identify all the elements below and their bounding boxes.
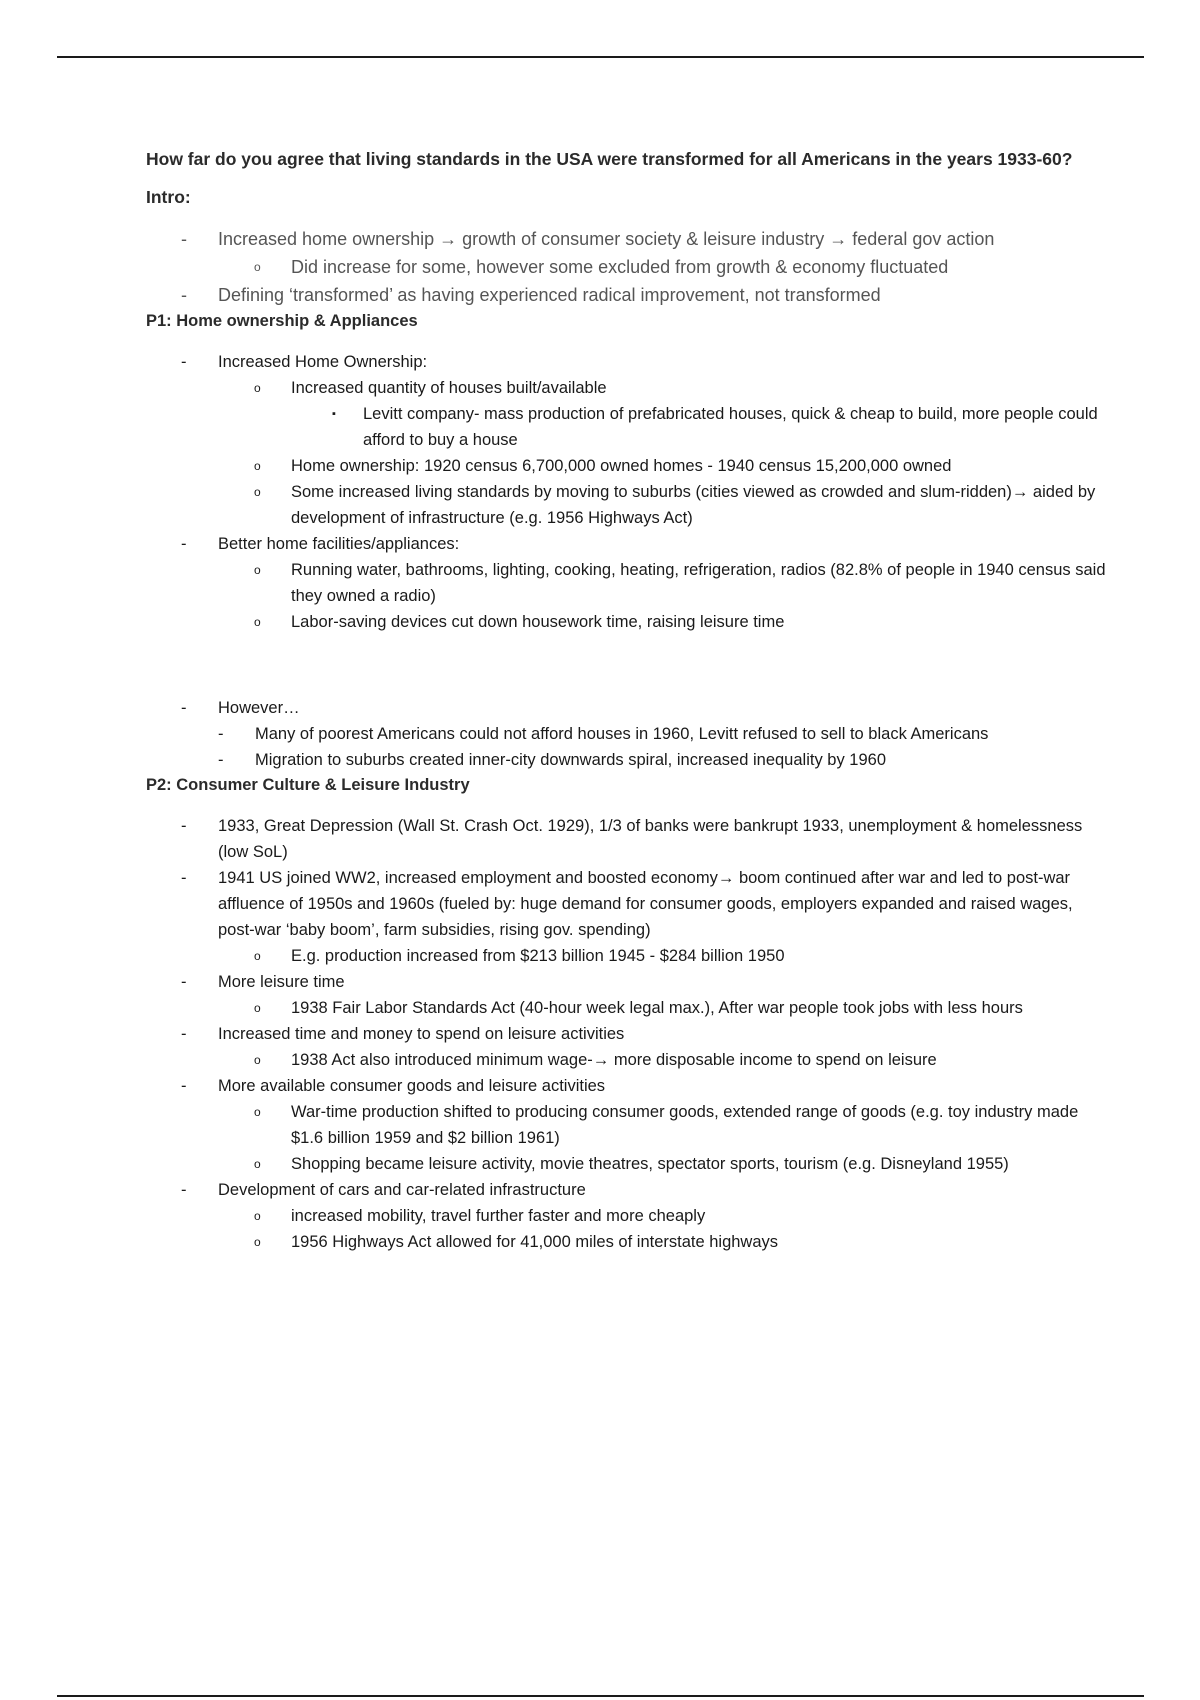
bullet-marker: o (254, 1053, 261, 1067)
list-item (146, 1073, 1106, 1099)
bullet-marker: - (181, 535, 187, 553)
bullet-marker: - (181, 1181, 187, 1199)
list-item-text: Levitt company- mass production of prefabricated houses, quick & cheap to build, more people could afford to buy a house (363, 405, 1098, 449)
p2-list (146, 813, 1106, 1255)
bullet-marker: o (254, 1105, 261, 1119)
list-item (146, 609, 1106, 635)
list-item (146, 813, 1106, 865)
list-item-text: More leisure time (218, 973, 345, 991)
list-item (146, 1047, 1106, 1073)
list-item (146, 865, 1106, 943)
list-item-text: War-time production shifted to producing consumer goods, extended range of goods (e.g. toy industry made $1.6 billion 1959 and $2 billion 1961) (291, 1103, 1079, 1147)
list-item-text: More available consumer goods and leisure activities (218, 1077, 606, 1095)
bullet-marker: ▪ (332, 408, 336, 420)
list-item-text: Development of cars and car-related infrastructure (218, 1181, 586, 1199)
bullet-marker: o (254, 260, 261, 274)
list-item-text: Some increased living standards by moving to suburbs (cities viewed as crowded and slum-ridden)→ aided by development of infrastructure (e.g. 1956 Highways Act) (291, 483, 1096, 527)
list-item-text: 1941 US joined WW2, increased employment and boosted economy→ boom continued after war and led to post-war affluence of 1950s and 1960s (fueled by: huge demand for consumer goods, employers expanded and raised wages, post-war ‘baby boom’, farm subsidies, rising gov. spending) (218, 869, 1073, 939)
bullet-marker: - (218, 751, 224, 769)
list-item-text: 1933, Great Depression (Wall St. Crash Oct. 1929), 1/3 of banks were bankrupt 1933, unemployment & homelessness (low SoL) (218, 817, 1083, 861)
bullet-marker: - (181, 285, 187, 305)
list-item-text: Increased home ownership → growth of consumer society & leisure industry → federal gov action (218, 229, 995, 249)
p2-heading: P2: Consumer Culture & Leisure Industry (146, 776, 470, 794)
bullet-marker: - (181, 699, 187, 717)
bullet-marker: o (254, 1157, 261, 1171)
bullet-marker: o (254, 1209, 261, 1223)
list-item (146, 281, 1106, 309)
bullet-marker: - (181, 1025, 187, 1043)
header-rule (57, 56, 1144, 58)
list-item (146, 479, 1106, 531)
bullet-marker: o (254, 485, 261, 499)
list-item-text: increased mobility, travel further faster and more cheaply (291, 1207, 706, 1225)
bullet-marker: - (181, 973, 187, 991)
list-item-text: Many of poorest Americans could not afford houses in 1960, Levitt refused to sell to black Americans (255, 725, 989, 743)
list-item-text: 1956 Highways Act allowed for 41,000 miles of interstate highways (291, 1233, 779, 1251)
list-item (146, 1151, 1106, 1177)
list-item-text: Increased Home Ownership: (218, 353, 428, 371)
bullet-marker: o (254, 1235, 261, 1249)
bullet-marker: - (181, 353, 187, 371)
list-item (146, 969, 1106, 995)
document-page (146, 140, 1106, 1255)
list-item-text: Defining ‘transformed’ as having experienced radical improvement, not transformed (218, 285, 881, 305)
list-item-text: Home ownership: 1920 census 6,700,000 owned homes - 1940 census 15,200,000 owned (291, 457, 952, 475)
bullet-marker: o (254, 459, 261, 473)
list-item (146, 995, 1106, 1021)
list-item (146, 1021, 1106, 1047)
list-item (146, 695, 1106, 721)
bullet-marker: - (218, 725, 224, 743)
list-item (146, 1177, 1106, 1203)
bullet-marker: o (254, 615, 261, 629)
list-item-text: Increased quantity of houses built/available (291, 379, 607, 397)
list-item (146, 349, 1106, 375)
bullet-marker: o (254, 381, 261, 395)
list-item (146, 1203, 1106, 1229)
list-item-text: Shopping became leisure activity, movie theatres, spectator sports, tourism (e.g. Disneyland 1955) (291, 1155, 1009, 1173)
p1-however-list (146, 695, 1106, 773)
bullet-marker: o (254, 1001, 261, 1015)
list-item-text: Labor-saving devices cut down housework time, raising leisure time (291, 613, 785, 631)
p1-heading: P1: Home ownership & Appliances (146, 312, 418, 330)
list-item-text: 1938 Fair Labor Standards Act (40-hour week legal max.), After war people took jobs with less hours (291, 999, 1023, 1017)
bullet-marker: o (254, 949, 261, 963)
list-item (146, 747, 1106, 773)
bullet-marker: - (181, 869, 187, 887)
list-item (146, 721, 1106, 747)
intro-list (146, 225, 1106, 309)
bullet-marker: - (181, 229, 187, 249)
footer-rule (57, 1695, 1144, 1697)
list-item (146, 225, 1106, 253)
bullet-marker: o (254, 563, 261, 577)
paragraph-gap (146, 635, 1106, 695)
list-item (146, 453, 1106, 479)
bullet-marker: - (181, 1077, 187, 1095)
list-item (146, 1099, 1106, 1151)
list-item (146, 557, 1106, 609)
list-item-text: Running water, bathrooms, lighting, cooking, heating, refrigeration, radios (82.8% of people in 1940 census said they owned a radio) (291, 561, 1106, 605)
essay-question: How far do you agree that living standards in the USA were transformed for all Americans in the years 1933-60? (146, 149, 1073, 169)
list-item (146, 1229, 1106, 1255)
list-item (146, 401, 1106, 453)
list-item (146, 375, 1106, 401)
list-item-text: Migration to suburbs created inner-city downwards spiral, increased inequality by 1960 (255, 751, 886, 769)
list-item-text: Increased time and money to spend on leisure activities (218, 1025, 625, 1043)
list-item-text: E.g. production increased from $213 billion 1945 - $284 billion 1950 (291, 947, 785, 965)
list-item (146, 531, 1106, 557)
list-item (146, 253, 1106, 281)
list-item-text: 1938 Act also introduced minimum wage-→ more disposable income to spend on leisure (291, 1051, 937, 1069)
p1-list (146, 349, 1106, 635)
list-item-text: However… (218, 699, 300, 717)
list-item-text: Did increase for some, however some excluded from growth & economy fluctuated (291, 257, 949, 277)
list-item (146, 943, 1106, 969)
intro-heading: Intro: (146, 187, 191, 207)
bullet-marker: - (181, 817, 187, 835)
list-item-text: Better home facilities/appliances: (218, 535, 460, 553)
